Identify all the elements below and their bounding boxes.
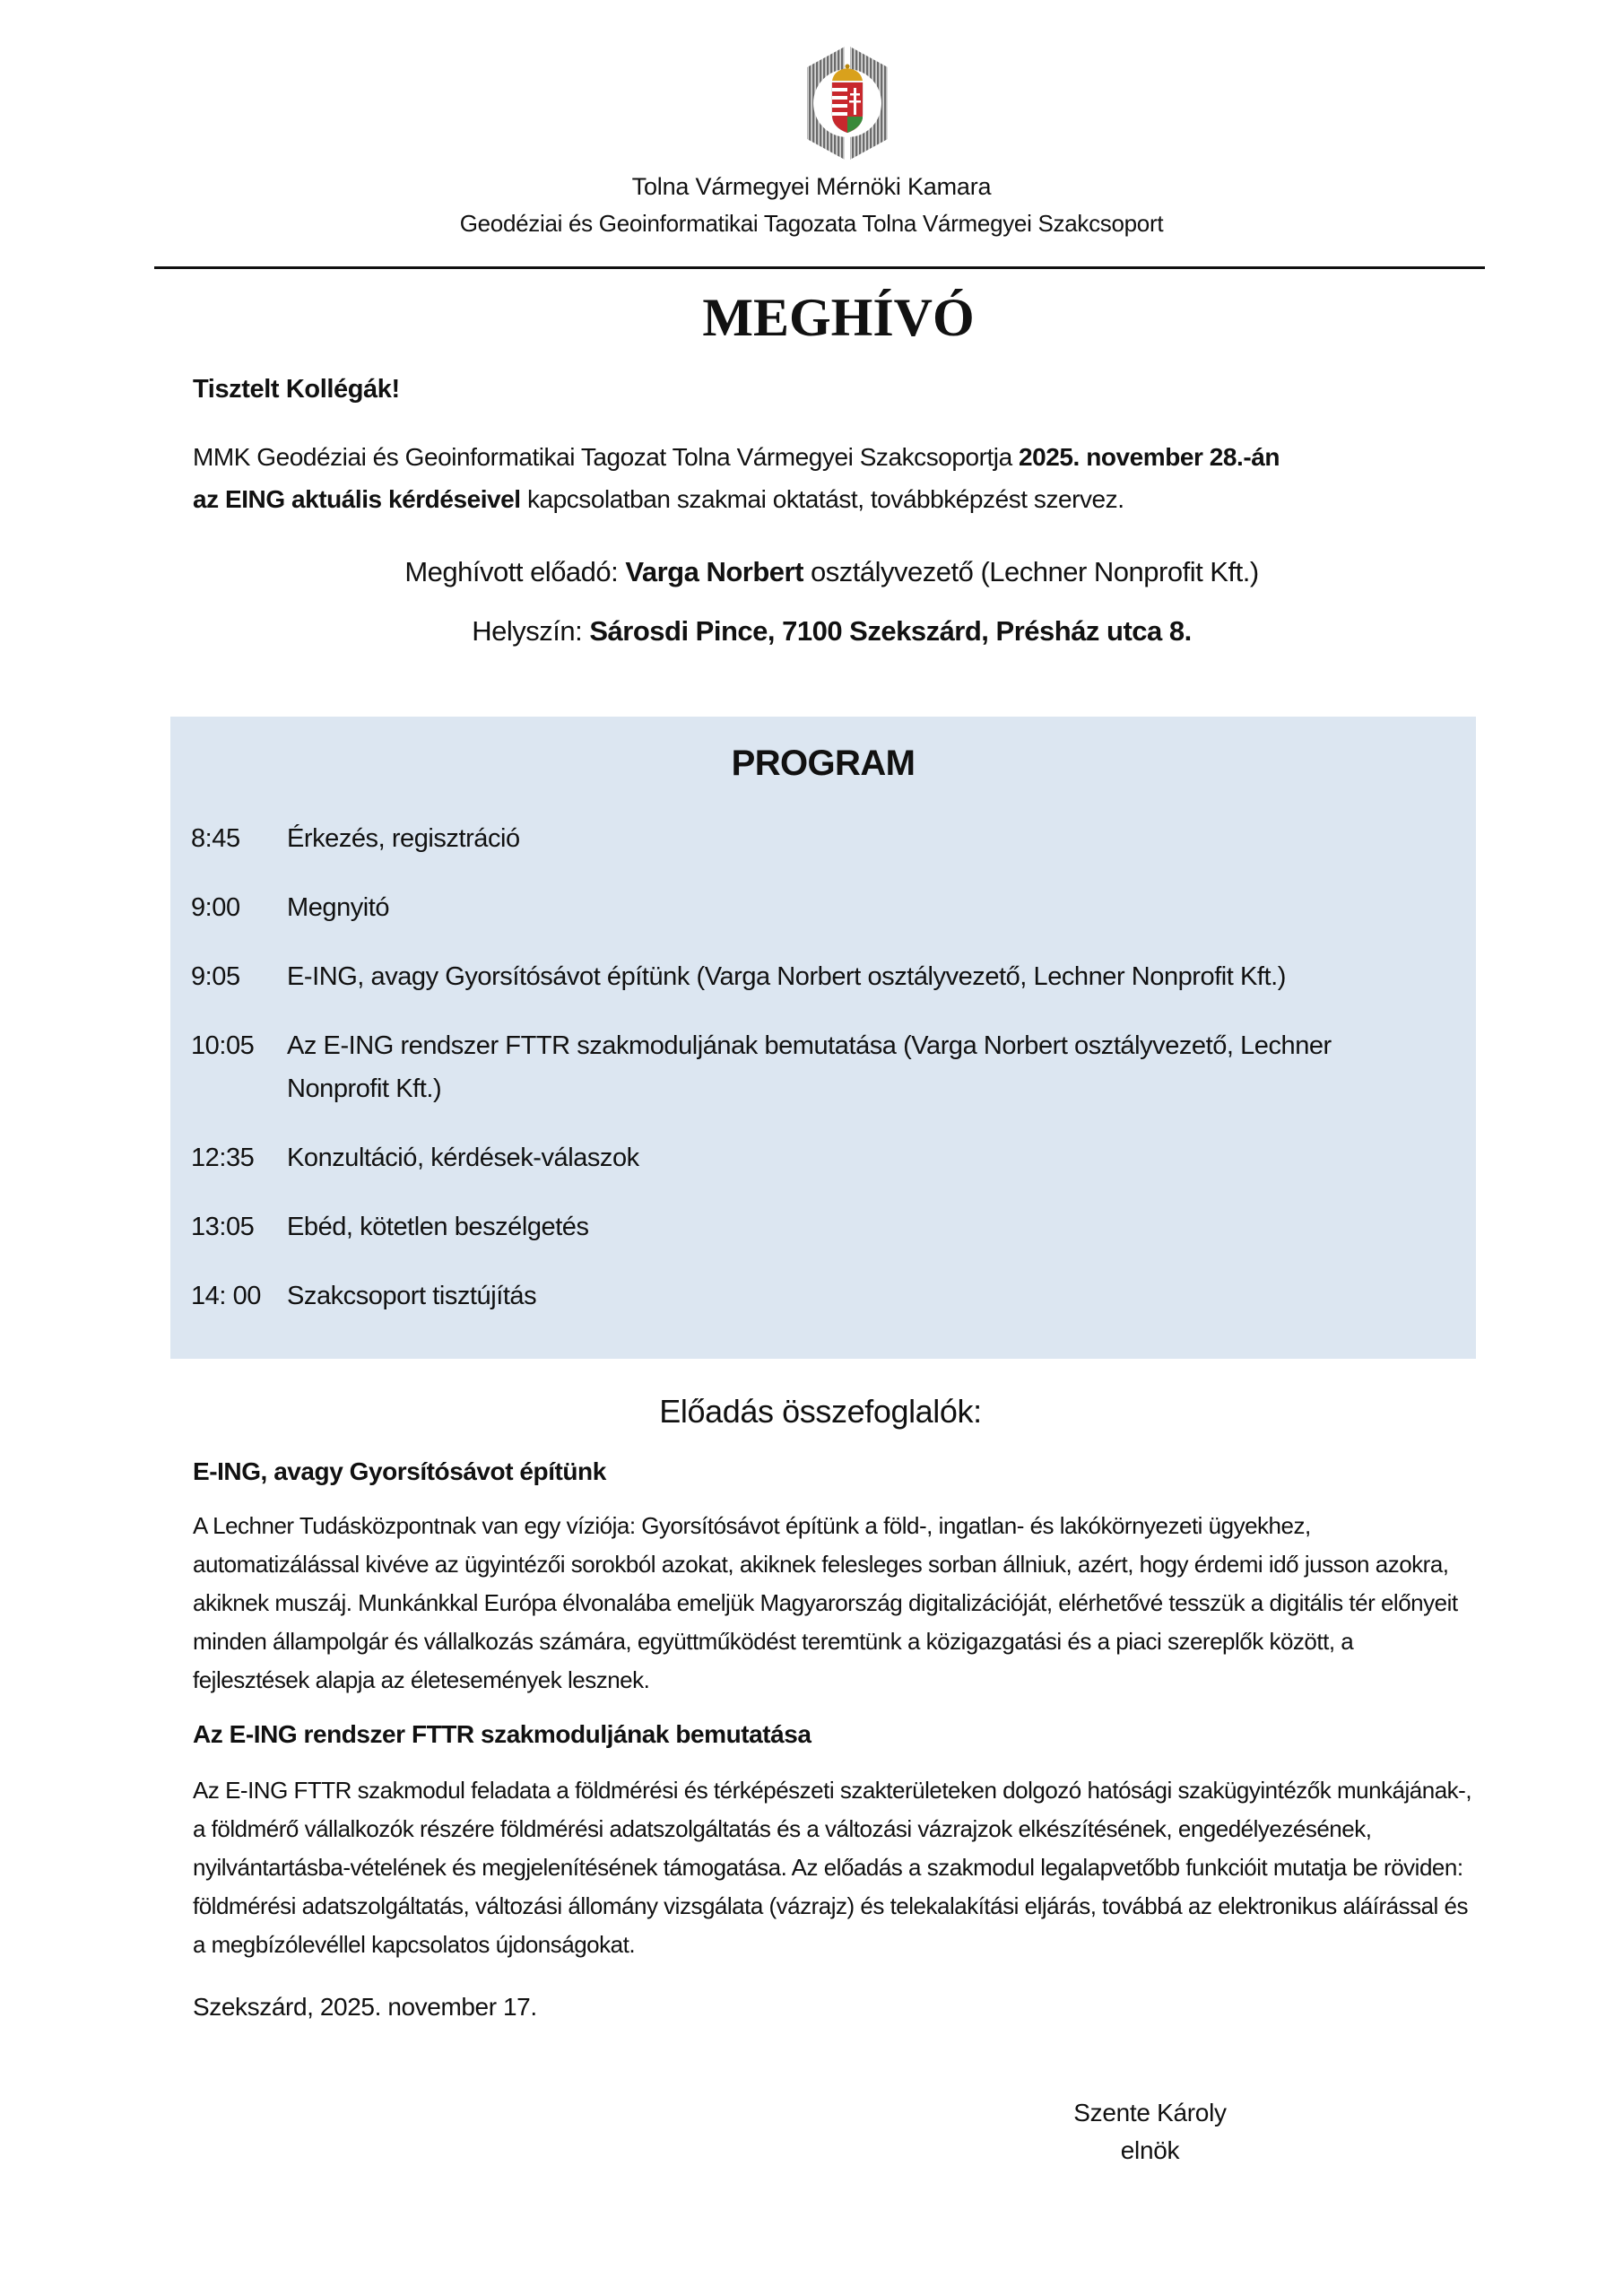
program-box	[170, 717, 1476, 1359]
program-desc: Szakcsoport tisztújítás	[287, 1282, 537, 1310]
program-desc: Az E-ING rendszer FTTR szakmoduljának bemutatása (Varga Norbert osztályvezető, Lechner Nonprofit Kft.)	[287, 1031, 1332, 1103]
intro-text: MMK Geodéziai és Geoinformatikai Tagozat Tolna Vármegyei Szakcsoportja	[193, 443, 1020, 471]
signer-name: Szente Károly	[1073, 2099, 1227, 2126]
program-time: 13:05	[191, 1213, 255, 1241]
summary-text: A Lechner Tudásközpontnak van egy víziója: Gyorsítósávot építünk a föld-, ingatlan- és lakókörnyezeti ügyekhez, automatizálással kivéve az ügyintézői sorokból azokat, akiknek felesleges sorban állniuk, azért, hogy érdemi idő jusson azokra, akiknek muszáj. Munkánkkal Európa élvonalába emeljük Magyarország digitalizációját, elérhetővé tesszük a digitális tér előnyeit minden állampolgár és vállalkozás számára, együttműködést teremtünk a közigazgatási és a piaci szereplők között, a fejlesztések alapja az életesemények lesznek.	[193, 1512, 1458, 1693]
greeting: Tisztelt Kollégák!	[193, 375, 400, 404]
summary-text: Az E-ING FTTR szakmodul feladata a földmérési és térképészeti szakterületeken dolgozó hatósági szakügyintézők munkájának-, a földmérő vállalkozók részére földmérési adatszolgáltatás és a változási vázrajzok elkészítésének, engedélyezésének, nyilvántartásba-vételének és megjelenítésének támogatása. Az előadás a szakmodul legalapvetőbb funkcióit mutatja be röviden: földmérési adatszolgáltatás, változási állomány vizsgálata (vázrajz) és telekalakítási eljárás, továbbá az elektronikus aláírással és a megbízólevéllel kapcsolatos újdonságokat.	[193, 1777, 1472, 1958]
intro-text-end: kapcsolatban szakmai oktatást, továbbképzést szervez.	[520, 485, 1124, 513]
program-desc: Konzultáció, kérdések-válaszok	[287, 1144, 639, 1172]
program-desc: Megnyitó	[287, 893, 390, 922]
place-and-date: Szekszárd, 2025. november 17.	[193, 1993, 537, 2021]
speaker-label: Meghívott előadó:	[404, 556, 626, 587]
program-desc: E-ING, avagy Gyorsítósávot építünk (Varga Norbert osztályvezető, Lechner Nonprofit Kft.)	[287, 962, 1286, 991]
program-time: 10:05	[191, 1031, 255, 1060]
summaries-title: Előadás összefoglalók:	[659, 1393, 982, 1430]
program-time: 14: 00	[191, 1282, 261, 1310]
program-time: 12:35	[191, 1144, 255, 1172]
program-title: PROGRAM	[731, 744, 916, 783]
venue-label: Helyszín:	[472, 615, 590, 647]
organization-subunit: Geodéziai és Geoinformatikai Tagozata Tolna Vármegyei Szakcsoport	[459, 210, 1164, 237]
event-date: 2025. november 28.-án	[1019, 443, 1280, 471]
program-desc: Érkezés, regisztráció	[287, 824, 520, 853]
program-desc: Ebéd, kötetlen beszélgetés	[287, 1213, 589, 1241]
summary-heading: E-ING, avagy Gyorsítósávot építünk	[193, 1457, 606, 1485]
header-divider	[154, 266, 1485, 269]
chamber-logo	[780, 45, 915, 161]
speaker-name: Varga Norbert	[625, 556, 803, 587]
coat-of-arms-icon	[780, 45, 915, 161]
program-time: 9:00	[191, 893, 240, 922]
document-title: MEGHÍVÓ	[702, 288, 975, 347]
speaker-role: osztályvezető (Lechner Nonprofit Kft.)	[803, 556, 1259, 587]
intro-paragraph	[193, 436, 1466, 520]
venue-address: Sárosdi Pince, 7100 Szekszárd, Présház utca 8.	[589, 615, 1192, 647]
program-time: 9:05	[191, 962, 240, 991]
venue	[0, 615, 1623, 648]
event-topic: az EING aktuális kérdéseivel	[193, 485, 521, 513]
invited-speaker	[0, 556, 1623, 588]
program-time: 8:45	[191, 824, 240, 853]
summary-heading: Az E-ING rendszer FTTR szakmoduljának bemutatása	[193, 1720, 812, 1748]
signature-block	[1040, 2094, 1260, 2170]
signer-title: elnök	[1120, 2136, 1180, 2164]
organization-name: Tolna Vármegyei Mérnöki Kamara	[631, 173, 992, 200]
